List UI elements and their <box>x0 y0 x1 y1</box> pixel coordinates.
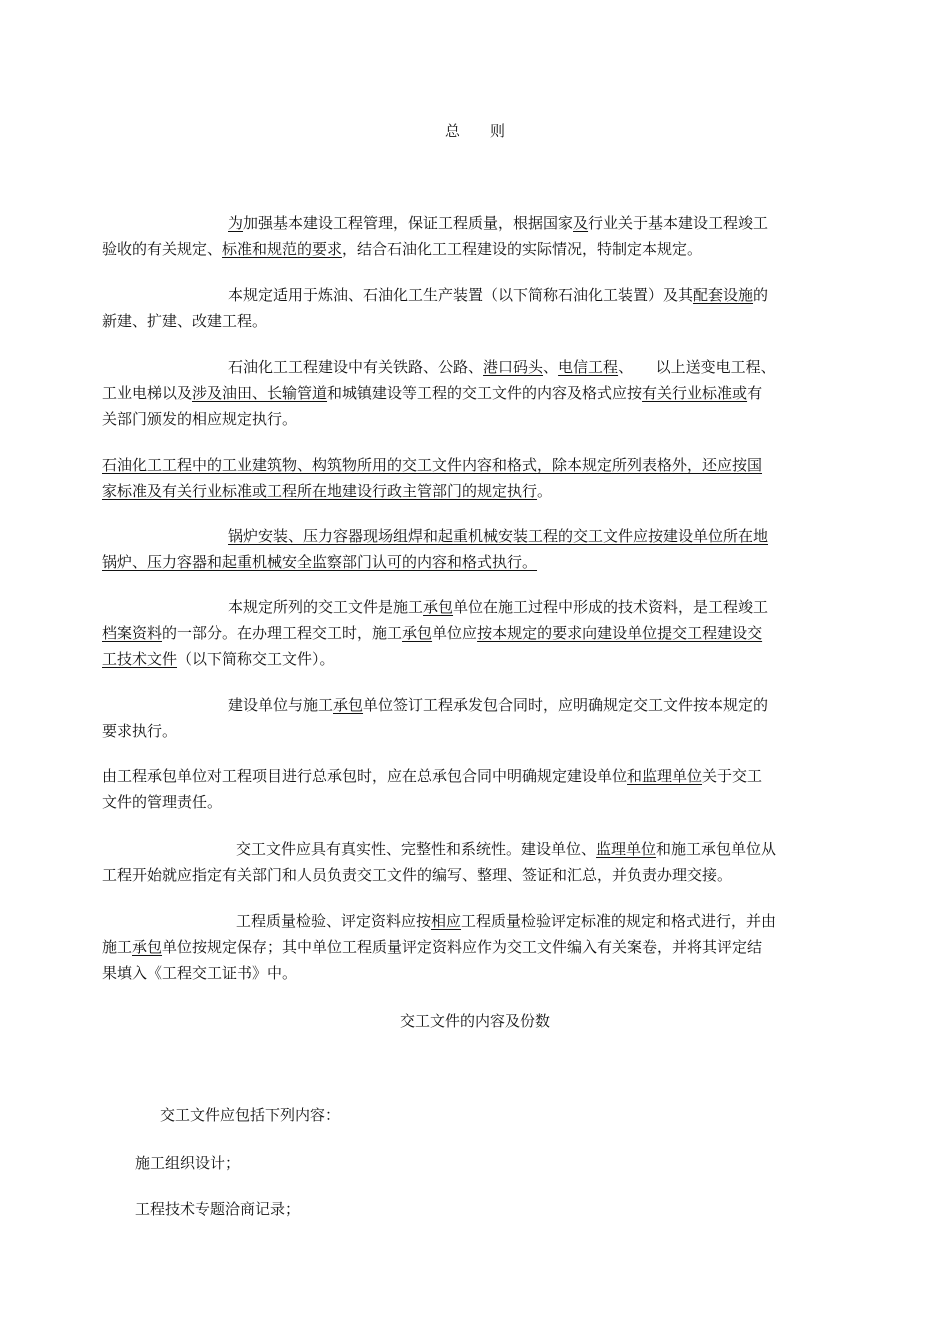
text-segment: 加强基本建设工程管理，保证工程质量，根据国家 <box>243 214 574 232</box>
text-segment: 和城镇建设等工程的交工文件的内容及格式应按 <box>327 384 643 402</box>
text-segment: 验收的有关规定、 <box>102 240 223 258</box>
underlined-text: 为 <box>228 214 244 232</box>
text-segment: 工业电梯以及 <box>102 384 193 402</box>
text-segment: 单位签订工程承发包合同时，应明确规定交工文件按本规定的 <box>363 696 769 714</box>
text-segment: 单位按规定保存；其中单位工程质量评定资料应作为交工文件编入有关案卷，并将其评定结 <box>162 938 763 956</box>
paragraph-boilers <box>102 523 838 575</box>
text-segment: 的一部分。在办理工程交工时，施工 <box>162 624 403 642</box>
text-segment: 、 <box>543 358 559 376</box>
section-heading: 交工文件的内容及份数 <box>399 1012 550 1030</box>
underlined-text: 及 <box>573 214 589 232</box>
underlined-text: 档案资料 <box>102 624 163 642</box>
paragraph-quality <box>102 908 838 986</box>
paragraph-line <box>102 210 838 236</box>
paragraph-line <box>102 836 838 862</box>
paragraph-line <box>102 908 838 934</box>
paragraph-line <box>102 692 838 718</box>
text-segment: 和施工承包单位从 <box>656 840 777 858</box>
underlined-text: 工技术文件 <box>102 650 178 668</box>
paragraph-line: 文件的管理责任。 <box>102 793 223 811</box>
paragraph-scope <box>102 282 838 334</box>
paragraph-line: 果填入《工程交工证书》中。 <box>102 964 298 982</box>
text-segment: 石油化工工程建设中有关铁路、公路、 <box>228 358 484 376</box>
underlined-text: 有关行业标准或 <box>642 384 748 402</box>
paragraph-line <box>102 763 838 789</box>
text-segment: 的 <box>753 286 769 304</box>
underlined-text: 锅炉安装、压力容器现场组焊和起重机械安装工程的交工文件应按建设单位所在地 <box>228 527 769 545</box>
paragraph-line <box>102 478 838 504</box>
underlined-text: 相应 <box>431 912 462 930</box>
paragraph-line <box>102 282 838 308</box>
underlined-text: 承包 <box>423 598 454 616</box>
text-segment: 行业关于基本建设工程竣工 <box>588 214 769 232</box>
paragraph-purpose <box>102 210 838 262</box>
paragraph-authenticity <box>102 836 838 888</box>
paragraph-line <box>102 380 838 406</box>
paragraph-line <box>102 523 838 549</box>
text-segment: （以下简称交工文件）。 <box>177 650 335 668</box>
underlined-text: 涉及油田、长输管道 <box>192 384 328 402</box>
paragraph-line <box>102 236 838 262</box>
text-segment: 单位应 <box>432 624 478 642</box>
text-segment: 。 <box>537 482 553 500</box>
paragraph-related-works <box>102 354 838 432</box>
list-item: 施工组织设计； <box>135 1154 241 1172</box>
paragraph-contract <box>102 692 838 744</box>
paragraph-line <box>102 354 838 380</box>
underlined-text: 承包 <box>132 938 163 956</box>
paragraph-line: 新建、扩建、改建工程。 <box>102 312 268 330</box>
underlined-text: 按本规定的要求向建设单位提交工程建设交 <box>477 624 763 642</box>
paragraph-line: 关部门颁发的相应规定执行。 <box>102 410 298 428</box>
paragraph-line <box>102 549 838 575</box>
text-segment: 建设单位与施工 <box>228 696 334 714</box>
underlined-text: 港口码头 <box>483 358 544 376</box>
page-title: 总 则 <box>444 122 505 140</box>
content-intro: 交工文件应包括下列内容： <box>160 1106 341 1124</box>
text-segment: 交工文件应具有真实性、完整性和系统性。建设单位、 <box>236 840 597 858</box>
list-item: 工程技术专题洽商记录； <box>135 1200 301 1218</box>
text-segment: 工程质量检验、评定资料应按 <box>236 912 432 930</box>
text-segment: 、 以上送变电工程、 <box>618 358 776 376</box>
underlined-text: 电信工程 <box>558 358 619 376</box>
paragraph-handover-docs <box>102 594 838 672</box>
text-segment: 工程质量检验评定标准的规定和格式进行，并由 <box>461 912 777 930</box>
underlined-text: 锅炉、压力容器和起重机械安全监察部门认可的内容和格式执行。 <box>102 553 538 571</box>
text-segment: 施工 <box>102 938 133 956</box>
underlined-text: 承包 <box>333 696 364 714</box>
paragraph-line <box>102 646 838 672</box>
text-segment: 本规定适用于炼油、石油化工生产装置（以下简称石油化工装置）及其 <box>228 286 694 304</box>
text-segment: 关于交工 <box>702 767 763 785</box>
paragraph-buildings <box>102 452 838 504</box>
text-segment: 有 <box>747 384 763 402</box>
text-segment: ，结合石油化工工程建设的实际情况，特制定本规定。 <box>342 240 703 258</box>
paragraph-line <box>102 934 838 960</box>
underlined-text: 承包 <box>402 624 433 642</box>
underlined-text: 配套设施 <box>693 286 754 304</box>
paragraph-line <box>102 620 838 646</box>
text-segment: 本规定所列的交工文件是施工 <box>228 598 424 616</box>
paragraph-line: 要求执行。 <box>102 722 178 740</box>
paragraph-line <box>102 594 838 620</box>
text-segment: 单位在施工过程中形成的技术资料，是工程竣工 <box>453 598 769 616</box>
paragraph-general-contract <box>102 763 838 815</box>
text-segment: 由工程承包单位对工程项目进行总承包时，应在总承包合同中明确规定建设单位 <box>102 767 628 785</box>
underlined-text: 家标准及有关行业标准或工程所在地建设行政主管部门的规定执行 <box>102 482 538 500</box>
underlined-line: 石油化工工程中的工业建筑物、构筑物所用的交工文件内容和格式，除本规定所列表格外，还应按国 <box>102 456 763 474</box>
underlined-text: 标准和规范的要求 <box>222 240 343 258</box>
underlined-text: 和监理单位 <box>627 767 703 785</box>
paragraph-line: 工程开始就应指定有关部门和人员负责交工文件的编写、整理、签证和汇总，并负责办理交接。 <box>102 866 733 884</box>
underlined-text: 监理单位 <box>596 840 657 858</box>
